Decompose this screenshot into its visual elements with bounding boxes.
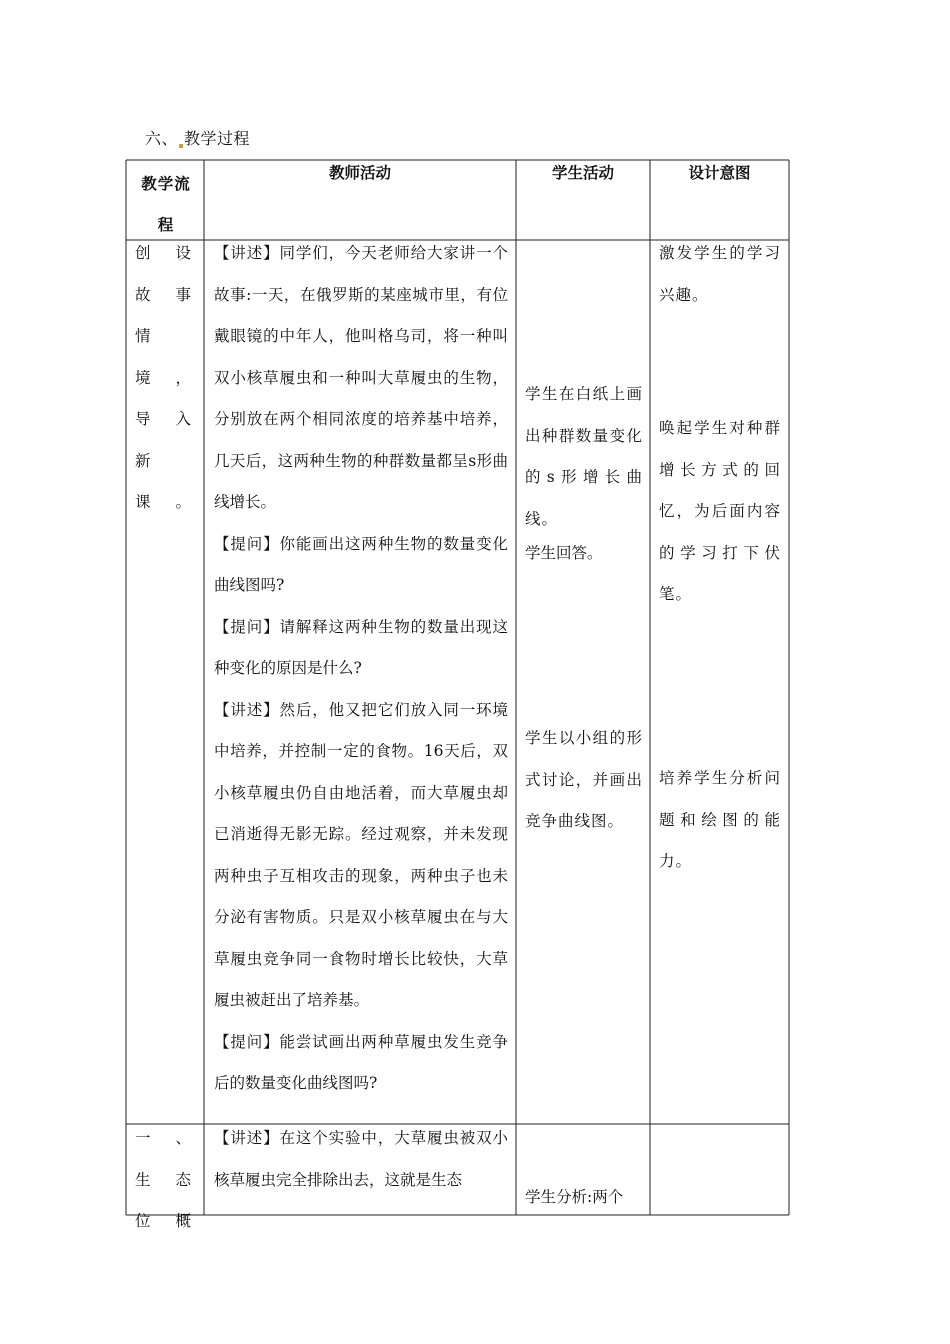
row1-design-interest: 激发学生的学习兴趣。 <box>659 244 781 304</box>
heading-text: 六、 教学过程 <box>145 129 251 148</box>
row1-student-answer: 学生回答。 <box>525 544 603 562</box>
row2-student: 学生分析:两个 <box>525 1188 624 1206</box>
teacher-narration-1: 【讲述】同学们，今天老师给大家讲一个故事:一天，在俄罗斯的某座城市里，有位戴眼镜的中年人，他叫格乌司，将一种叫双小核草履虫和一种叫大草履虫的生物，分别放在两个相同浓度的培养基中培养，几天后，这两种生物的种群数量都呈s形曲线增长。 <box>214 244 508 511</box>
row1-student-draw: 学生在白纸上画出种群数量变化的s形增长曲线。 <box>525 385 643 528</box>
teacher-question-3: 【提问】能尝试画出两种草履虫发生竞争后的数量变化曲线图吗? <box>214 1032 508 1092</box>
row1-teacher <box>214 233 508 1105</box>
row2-flow: 一、生态位概 <box>135 1129 197 1230</box>
teacher-narration-2: 【讲述】然后，他又把它们放入同一环境中培养，并控制一定的食物。16天后，双小核草履虫仍自由地活着，而大草履虫却已消逝得无影无踪。经过观察，并未发现两种虫子互相攻击的现象，两种虫子也未分泌有害物质。只是双小核草履虫在与大草履虫竞争同一食物时增长比较快，大草履虫被赶出了培养基。 <box>214 700 508 1009</box>
row1-flow: 创设故事情境，导入新课。 <box>135 244 197 511</box>
row2-teacher: 【讲述】在这个实验中，大草履虫被双小核草履虫完全排除出去，这就是生态 <box>214 1129 508 1189</box>
row1-design-recall: 唤起学生对种群增长方式的回忆，为后面内容的学习打下伏笔。 <box>659 419 781 603</box>
row1-student-discuss: 学生以小组的形式讨论，并画出竞争曲线图。 <box>525 729 643 830</box>
header-flow: 教学流程 <box>141 174 191 234</box>
header-teacher: 教师活动 <box>328 163 391 182</box>
header-student: 学生活动 <box>551 163 614 182</box>
header-design: 设计意图 <box>688 163 751 182</box>
teacher-question-1: 【提问】你能画出这两种生物的数量变化曲线图吗? <box>214 534 508 594</box>
row1-design-ability: 培养学生分析问题和绘图的能力。 <box>659 769 781 870</box>
teacher-question-2: 【提问】请解释这两种生物的数量出现这种变化的原因是什么? <box>214 617 508 677</box>
